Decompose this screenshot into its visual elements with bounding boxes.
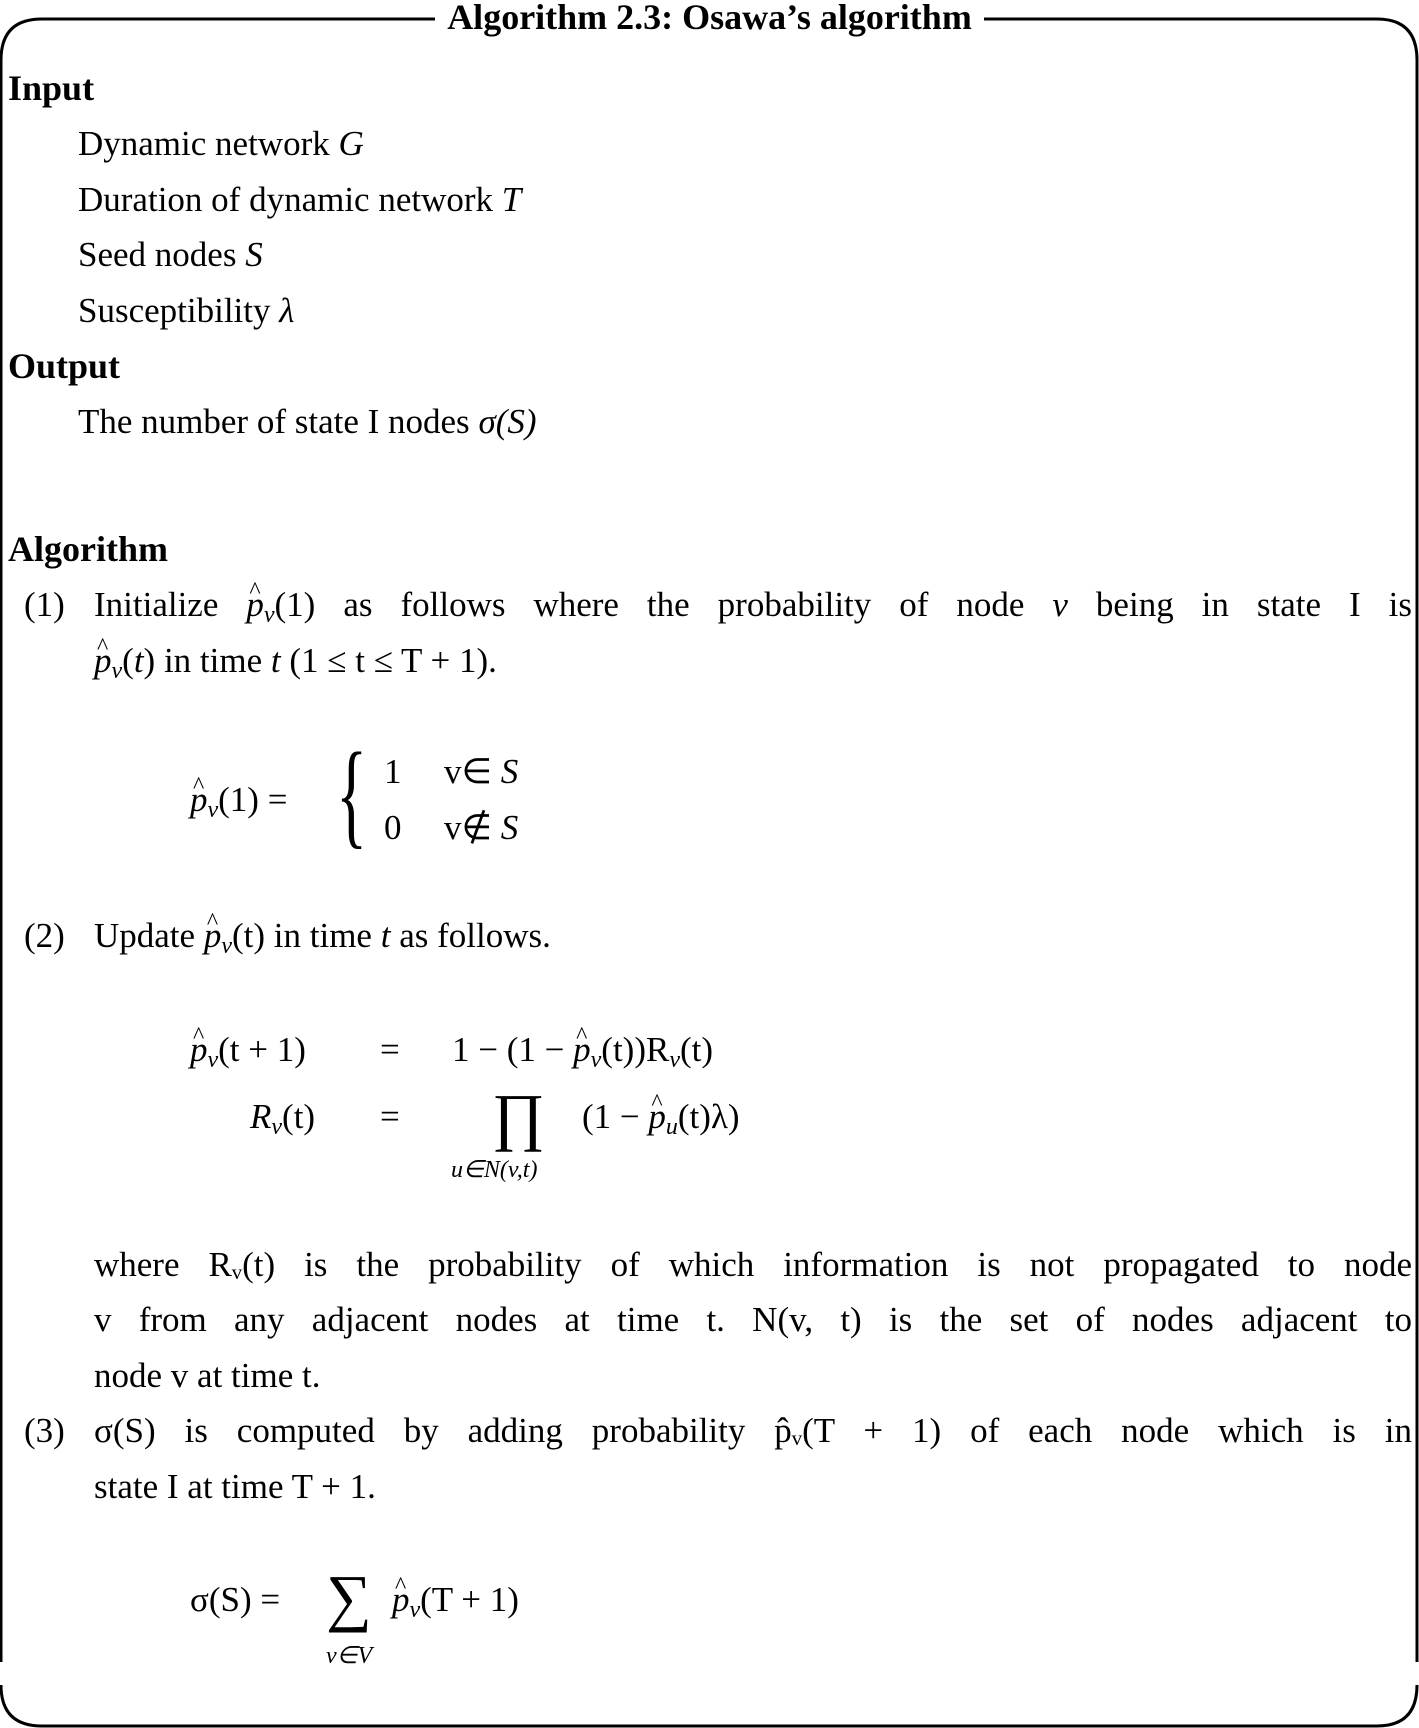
step-1-line-1: Initialize ^ $p_v(1)$ as follows where the probability of node v being in state I is bbox=[94, 585, 1412, 635]
output-heading: Output bbox=[8, 346, 121, 386]
step-2-explanation-line-3: node v at time t. bbox=[94, 1356, 321, 1395]
step-3-number: (3) bbox=[24, 1411, 65, 1450]
step-2-explanation-line-1: where Rᵥ(t) is the probability of which information is not propagated to node bbox=[94, 1245, 1412, 1284]
algorithm-title: Algorithm 2.3: Osawa’s algorithm bbox=[0, 0, 1419, 37]
step-1-number: (1) bbox=[24, 585, 65, 624]
case-1-value: 1 bbox=[384, 752, 402, 791]
eq-2-rhs: (1 − ^ $p_u(t)\lambda$) bbox=[582, 1097, 740, 1147]
input-item-susceptibility: Susceptibility λ bbox=[78, 291, 295, 330]
eq-1-lhs: ^ $p_v(t + 1)$ bbox=[190, 1030, 306, 1080]
sigma-lhs: σ(S) = bbox=[190, 1580, 281, 1619]
case-2-value: 0 bbox=[384, 808, 402, 847]
input-item-seeds: Seed nodes S bbox=[78, 235, 263, 274]
eq-1-rhs: 1 − (1 − ^ $p_v(t))R_v(t)$ bbox=[452, 1030, 713, 1080]
eq-2-lhs: $R_v(t)$ bbox=[250, 1097, 316, 1140]
sum-limit: v∈V bbox=[326, 1643, 373, 1669]
left-brace: { bbox=[336, 728, 368, 859]
equation-lhs: ^ $p_v(1)$ = bbox=[190, 780, 287, 830]
step-2-line-1: Update ^ $p_v(t)$ in time t as follows. bbox=[94, 916, 551, 966]
product-operator: ∏ bbox=[492, 1081, 545, 1152]
step-2-number: (2) bbox=[24, 916, 65, 955]
eq-2-op: = bbox=[380, 1097, 400, 1136]
step-2-explanation-line-2: v from any adjacent nodes at time t. N(v, t) is the set of nodes adjacent to bbox=[94, 1300, 1412, 1339]
algorithm-heading: Algorithm bbox=[8, 529, 168, 569]
input-item-duration: Duration of dynamic network T bbox=[78, 180, 522, 219]
eq-1-op: = bbox=[380, 1030, 400, 1069]
sum-rhs: ^ $p_v(T + 1)$ bbox=[392, 1580, 519, 1630]
output-item: The number of state I nodes σ(S) bbox=[78, 402, 537, 441]
product-limit: u∈N(v,t) bbox=[451, 1157, 538, 1183]
step-3-line-2: state I at time T + 1. bbox=[94, 1467, 376, 1506]
step-3-line-1: σ(S) is computed by adding probability p̂ᵥ(T + 1) of each node which is in bbox=[94, 1411, 1412, 1450]
input-item-network: Dynamic network G bbox=[78, 124, 364, 163]
step-1-line-2: ^ $p_v(t)$ in time t (1 ≤ t ≤ T + 1). bbox=[94, 641, 497, 691]
case-2-condition: v∉ S bbox=[444, 808, 519, 847]
sum-operator: ∑ bbox=[326, 1562, 372, 1633]
input-heading: Input bbox=[8, 68, 95, 108]
case-1-condition: v∈ S bbox=[444, 752, 519, 791]
